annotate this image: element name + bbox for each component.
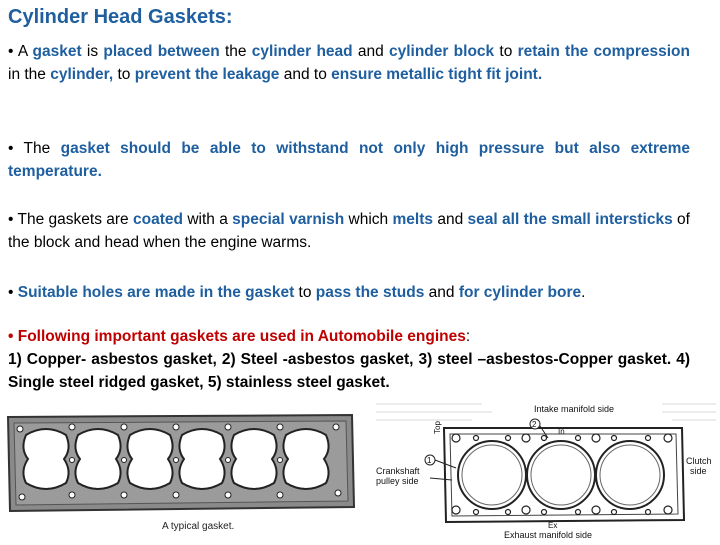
text-run: The [23,140,61,157]
paragraph-gasket-types [8,325,690,394]
text-run: and [352,43,389,60]
highlight-suitable-holes: Suitable holes are made in the gasket [17,284,295,301]
text-run: the [219,43,252,60]
bullet: • [8,328,18,345]
gasket-caption: A typical gasket. [162,521,235,532]
highlight-gasket: gasket [32,43,82,60]
gasket-diagram-figure [372,398,720,540]
highlight-special-varnish: special varnish [232,211,345,228]
text-run: in the [8,66,51,83]
highlight-cylinder: cylinder, [50,66,114,83]
text-run: A [17,43,33,60]
text-run: . [581,284,586,301]
crankshaft-label-line1: Crankshaft [376,466,420,476]
highlight-withstand: gasket should be able to withstand not only high pressure but also extreme temperature. [8,140,691,180]
text-run: which [344,211,393,228]
bullet: • [8,284,18,301]
highlight-following-gaskets: Following important gaskets are used in Automobile engines [17,328,466,345]
highlight-melts: melts [392,211,434,228]
highlight-seal: seal all the small intersticks [467,211,673,228]
highlight-pass-studs: pass the studs [315,284,425,301]
top-label: Top [433,421,442,434]
paragraph-gasket-purpose [8,40,690,86]
text-run: and [433,211,468,228]
exhaust-label: Exhaust manifold side [504,530,593,540]
highlight-tight-fit: ensure metallic tight fit joint. [331,66,543,83]
paragraph-coating [8,208,690,254]
ex-label: Ex [548,521,558,530]
text-run: and [424,284,459,301]
callout-1: 1 [427,456,432,465]
highlight-cylinder-block: cylinder block [388,43,495,60]
paragraph-withstand [8,137,690,183]
intake-label: Intake manifold side [534,404,615,414]
bullet: • [8,43,18,60]
paragraph-holes [8,281,690,304]
typical-gasket-illustration [0,405,360,540]
text-run: The gaskets are [17,211,134,228]
text-run: is [81,43,104,60]
gasket-diagram-illustration [372,398,720,540]
gasket-types-list: 1) Copper- asbestos gasket, 2) Steel -asbestos gasket, 3) steel –asbestos-Copper gasket. 4) Single steel ridged gasket, 5) stainless steel gasket. [8,351,690,391]
highlight-retain-compression: retain the compression [517,43,690,60]
in-label: In [558,427,565,436]
clutch-label-line2: side [690,466,707,476]
bullet: • [8,140,24,157]
slide-title: Cylinder Head Gaskets: [8,6,233,28]
highlight-coated: coated [133,211,183,228]
text-run: and to [279,66,332,83]
typical-gasket-figure [0,405,360,540]
highlight-cylinder-head: cylinder head [251,43,353,60]
crankshaft-label-line2: pulley side [376,476,419,486]
text-run: to [494,43,518,60]
highlight-placed-between: placed between [103,43,220,60]
text-run: to [113,66,135,83]
text-run: to [294,284,316,301]
highlight-prevent-leakage: prevent the leakage [134,66,280,83]
highlight-cylinder-bore: for cylinder bore [458,284,582,301]
bullet: • [8,211,18,228]
text-run: of the block and head when the engine warms. [8,211,690,251]
clutch-label-line1: Clutch [686,456,712,466]
callout-2: 2 [532,420,537,429]
text-run: with a [182,211,233,228]
text-run: : [465,328,471,345]
